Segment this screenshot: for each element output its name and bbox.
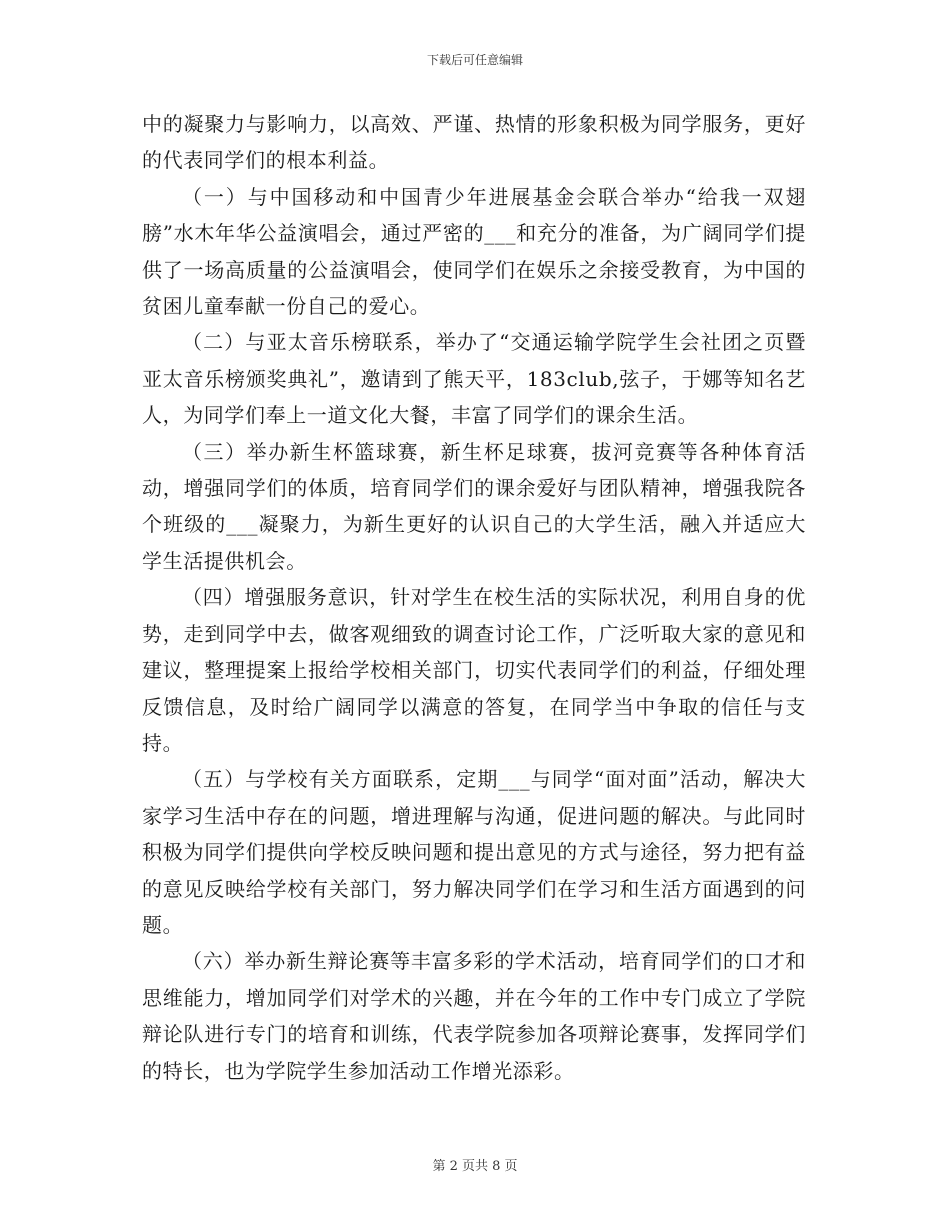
paragraph-item-1: （一）与中国移动和中国青少年进展基金会联合举办“给我一双翅膀”水木年华公益演唱会，通过严密的___和充分的准备，为广阔同学们提供了一场高质量的公益演唱会，使同学们在娱乐之余接受教育，为中国的贫困儿童奉献一份自己的爱心。 [142,184,806,319]
paragraph-item-6: （六）举办新生辩论赛等丰富多彩的学术活动，培育同学们的口才和思维能力，增加同学们对学术的兴趣，并在今年的工作中专门成立了学院辩论队进行专门的培育和训练，代表学院参加各项辩论赛事，发挥同学们的特长，也为学院学生参加活动工作增光添彩。 [142,949,806,1083]
paragraph-continuation: 中的凝聚力与影响力，以高效、严谨、热情的形象积极为同学服务，更好的代表同学们的根本利益。 [142,112,806,173]
document-body [142,106,806,1089]
paragraph-item-4: （四）增强服务意识，针对学生在校生活的实际状况，利用自身的优势，走到同学中去，做客观细致的调查讨论工作，广泛听取大家的意见和建议，整理提案上报给学校相关部门，切实代表同学们的利益，仔细处理反馈信息，及时给广阔同学以满意的答复，在同学当中争取的信任与支持。 [142,585,806,755]
page-number: 第 2 页共 8 页 [432,1159,518,1174]
paragraph-item-2: （二）与亚太音乐榜联系，举办了“交通运输学院学生会社团之页暨亚太音乐榜颁奖典礼”，邀请到了熊天平，183club,弦子，于娜等知名艺人，为同学们奉上一道文化大餐，丰富了同学们的课余生活。 [142,330,806,428]
page-header: 下载后可任意编辑 [426,53,523,67]
paragraph-item-3: （三）举办新生杯篮球赛，新生杯足球赛，拔河竞赛等各种体育活动，增强同学们的体质，培育同学们的课余爱好与团队精神，增强我院各个班级的___凝聚力，为新生更好的认识自己的大学生活，融入并适应大学生活提供机会。 [142,439,806,573]
paragraph-item-5: （五）与学校有关方面联系，定期___与同学“面对面”活动，解决大家学习生活中存在的问题，增进理解与沟通，促进问题的解决。与此同时积极为同学们提供向学校反映问题和提出意见的方式与途径，努力把有益的意见反映给学校有关部门，努力解决同学们在学习和生活方面遇到的问题。 [142,767,806,937]
